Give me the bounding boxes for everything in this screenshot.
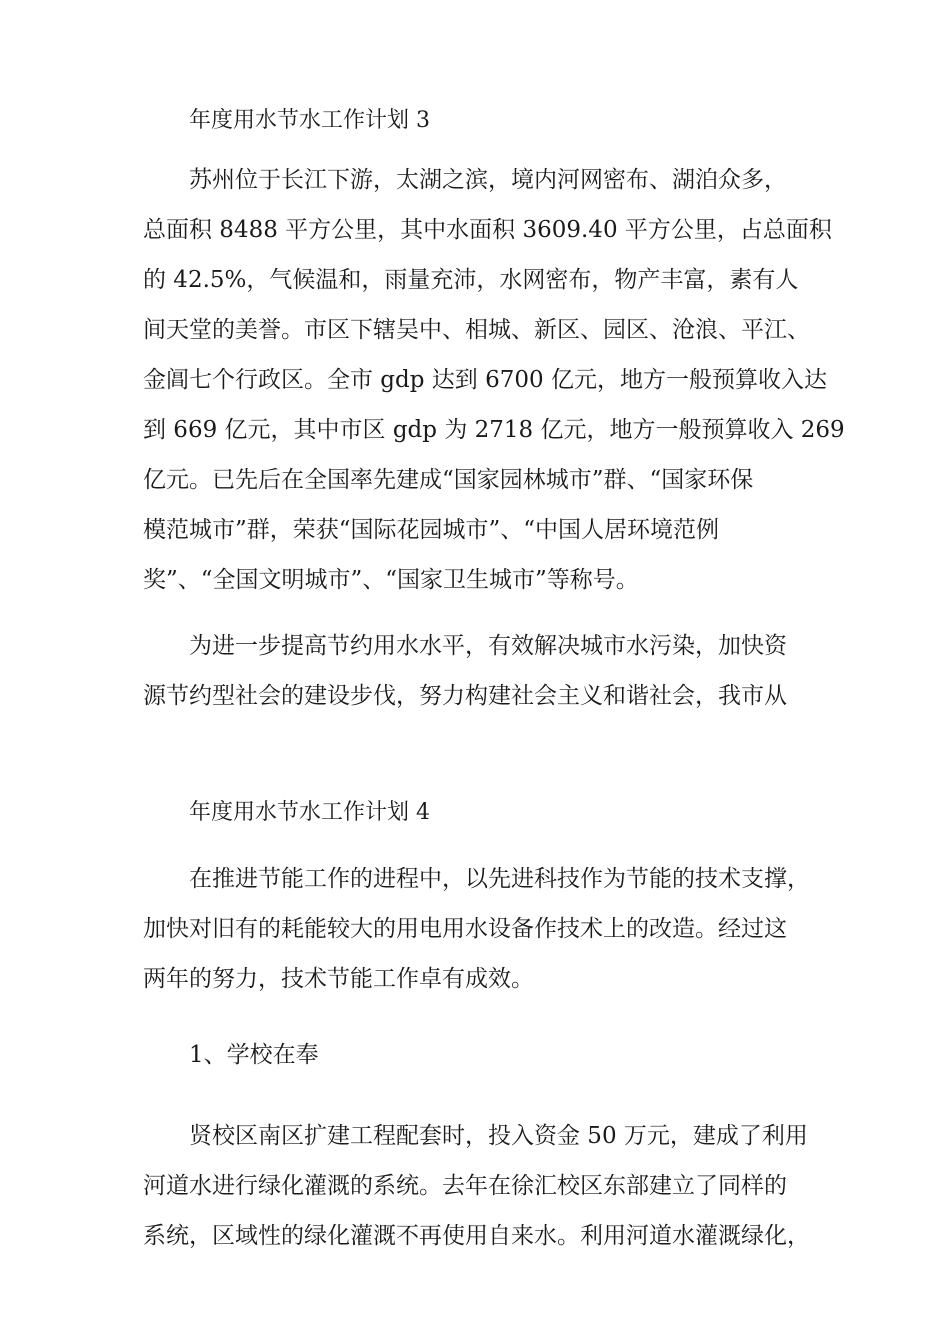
text-line: 奖”、“全国文明城市”、“国家卫生城市”等称号。 (143, 567, 639, 593)
section-3 (143, 107, 843, 135)
section-4 (143, 799, 843, 827)
text-line: 总面积 8488 平方公里，其中水面积 3609.40 平方公里，占总面积 (143, 217, 832, 243)
text-line: 源节约型社会的建设步伐，努力构建社会主义和谐社会，我市从 (143, 683, 787, 709)
text-line: 两年的努力，技术节能工作卓有成效。 (143, 966, 534, 992)
text-line: 间天堂的美誉。市区下辖吴中、相城、新区、园区、沧浪、平江、 (143, 317, 810, 343)
text-line: 亿元。已先后在全国率先建成“国家园林城市”群、“国家环保 (143, 467, 754, 493)
text-line: 金阊七个行政区。全市 gdp 达到 6700 亿元，地方一般预算收入达 (143, 367, 827, 393)
text-line: 河道水进行绿化灌溉的系统。去年在徐汇校区东部建立了同样的 (143, 1173, 787, 1199)
list-item: 1、学校在奉 (189, 1042, 319, 1068)
text-line: 加快对旧有的耗能较大的用电用水设备作技术上的改造。经过这 (143, 916, 787, 942)
text-line: 贤校区南区扩建工程配套时，投入资金 50 万元，建成了利用 (189, 1123, 808, 1149)
text-line: 系统，区域性的绿化灌溉不再使用自来水。利用河道水灌溉绿化， (143, 1223, 810, 1249)
section-4-paragraph-1 (143, 854, 843, 1004)
section-3-paragraph-2 (143, 621, 843, 721)
section-4-item-1 (143, 1030, 843, 1080)
text-line: 的 42.5%，气候温和，雨量充沛，水网密布，物产丰富，素有人 (143, 267, 799, 293)
text-line: 在推进节能工作的进程中，以先进科技作为节能的技术支撑， (189, 866, 810, 892)
section-4-heading: 年度用水节水工作计划 4 (189, 800, 430, 825)
text-line: 为进一步提高节约用水水平，有效解决城市水污染，加快资 (189, 633, 787, 659)
text-line: 苏州位于长江下游，太湖之滨，境内河网密布、湖泊众多， (189, 167, 787, 193)
section-3-heading: 年度用水节水工作计划 3 (189, 108, 430, 133)
text-line: 到 669 亿元，其中市区 gdp 为 2718 亿元，地方一般预算收入 269 (143, 417, 845, 443)
section-4-paragraph-2 (143, 1111, 843, 1261)
section-3-paragraph-1 (143, 155, 843, 605)
text-line: 模范城市”群，荣获“国际花园城市”、“中国人居环境范例 (143, 517, 720, 543)
